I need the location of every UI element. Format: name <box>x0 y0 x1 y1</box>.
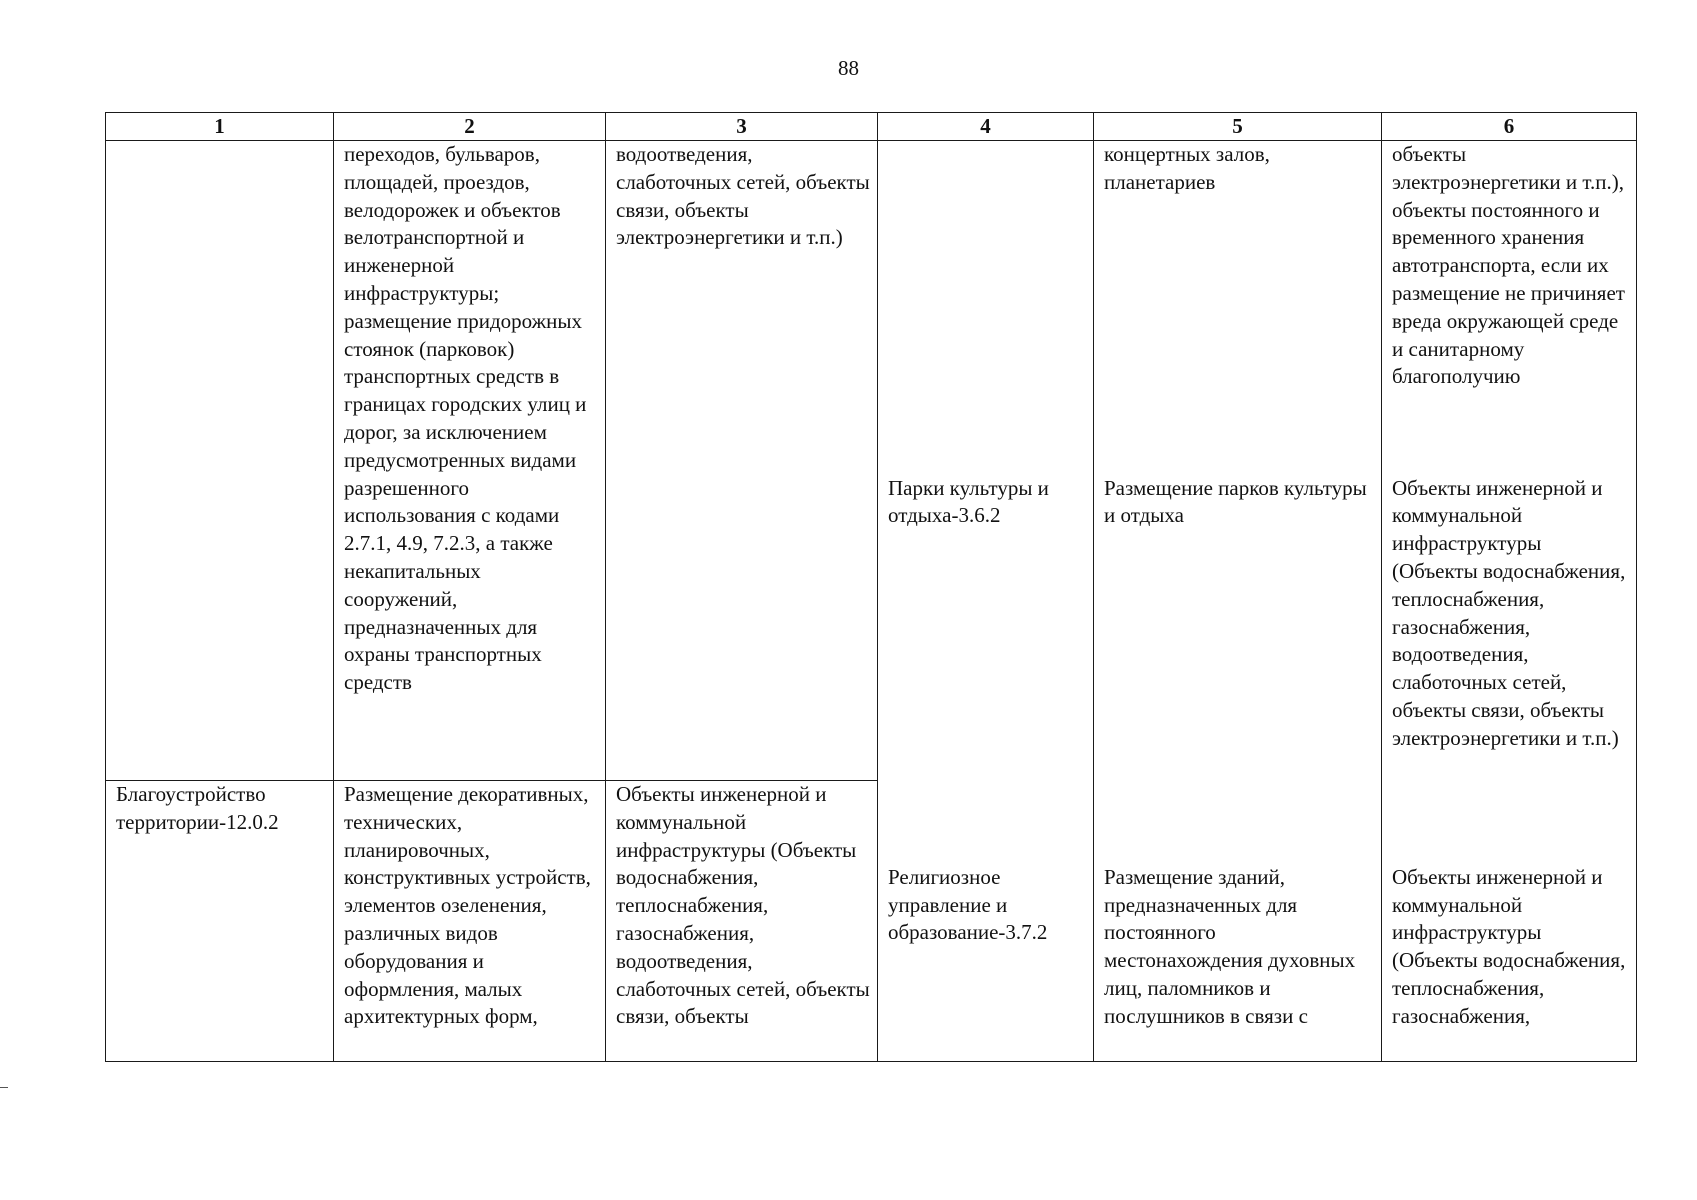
cell-row-a-col-1 <box>106 141 334 781</box>
header-col-1: 1 <box>106 113 334 141</box>
cell-col-4-entry-2: Парки культуры и отдыха-3.6.2 <box>888 475 1049 528</box>
header-col-3: 3 <box>606 113 878 141</box>
cell-row-b-col-3: Объекты инженерной и коммунальной инфраструктуры (Объекты водоснабжения, теплоснабжения, газоснабжения, водоотведения, слаботочных сетей, объекты связи, объекты <box>606 781 878 1062</box>
header-col-5: 5 <box>1094 113 1382 141</box>
header-col-4: 4 <box>878 113 1094 141</box>
cell-col-6-entry-1: объекты электроэнергетики и т.п.), объекты постоянного и временного хранения автотранспорта, если их размещение не причиняет вреда окружающей среде и санитарному благополучию <box>1392 142 1625 389</box>
cell-col-5-entry-1: концертных залов, планетариев <box>1104 142 1270 194</box>
cell-row-b-col-2: Размещение декоративных, технических, планировочных, конструктивных устройств, элементов озеленения, различных видов оборудования и оформления, малых архитектурных форм, <box>334 781 606 1062</box>
header-col-2: 2 <box>334 113 606 141</box>
cell-col-5-entry-3: Размещение зданий, предназначенных для постоянного местонахождения духовных лиц, паломников и послушников в связи с <box>1104 864 1356 1028</box>
cell-col-6-entry-3: Объекты инженерной и коммунальной инфраструктуры (Объекты водоснабжения, теплоснабжения, газоснабжения, <box>1392 864 1626 1028</box>
table-row <box>106 141 1637 781</box>
cell-col-5-entry-2: Размещение парков культуры и отдыха <box>1104 475 1367 528</box>
cell-row-a-col-2: переходов, бульваров, площадей, проездов, велодорожек и объектов велотранспортной и инженерной инфраструктуры; размещение придорожных стоянок (парковок) транспортных средств в границах городских улиц и дорог, за исключением предусмотренных видами разрешенного использования с кодами 2.7.1, 4.9, 7.2.3, а также некапитальных сооружений, предназначенных для охраны транспортных средств <box>334 141 606 781</box>
cell-row-b-col-1: Благоустройство территории-12.0.2 <box>106 781 334 1062</box>
page-number: 88 <box>838 56 859 80</box>
cell-col-6-entry-2: Объекты инженерной и коммунальной инфраструктуры (Объекты водоснабжения, теплоснабжения, газоснабжения, водоотведения, слаботочных сетей, объекты связи, объекты электроэнергетики и т.п.) <box>1392 475 1626 750</box>
cell-col-5 <box>1094 141 1382 1062</box>
margin-mark <box>0 1087 8 1088</box>
cell-col-4-entry-3: Религиозное управление и образование-3.7.2 <box>888 864 1048 945</box>
cell-row-a-col-3: водоотведения, слаботочных сетей, объекты связи, объекты электроэнергетики и т.п.) <box>606 141 878 781</box>
table-header-row <box>106 113 1637 141</box>
cell-col-6 <box>1382 141 1637 1062</box>
zoning-table <box>105 112 1637 1062</box>
cell-col-4 <box>878 141 1094 1062</box>
header-col-6: 6 <box>1382 113 1637 141</box>
